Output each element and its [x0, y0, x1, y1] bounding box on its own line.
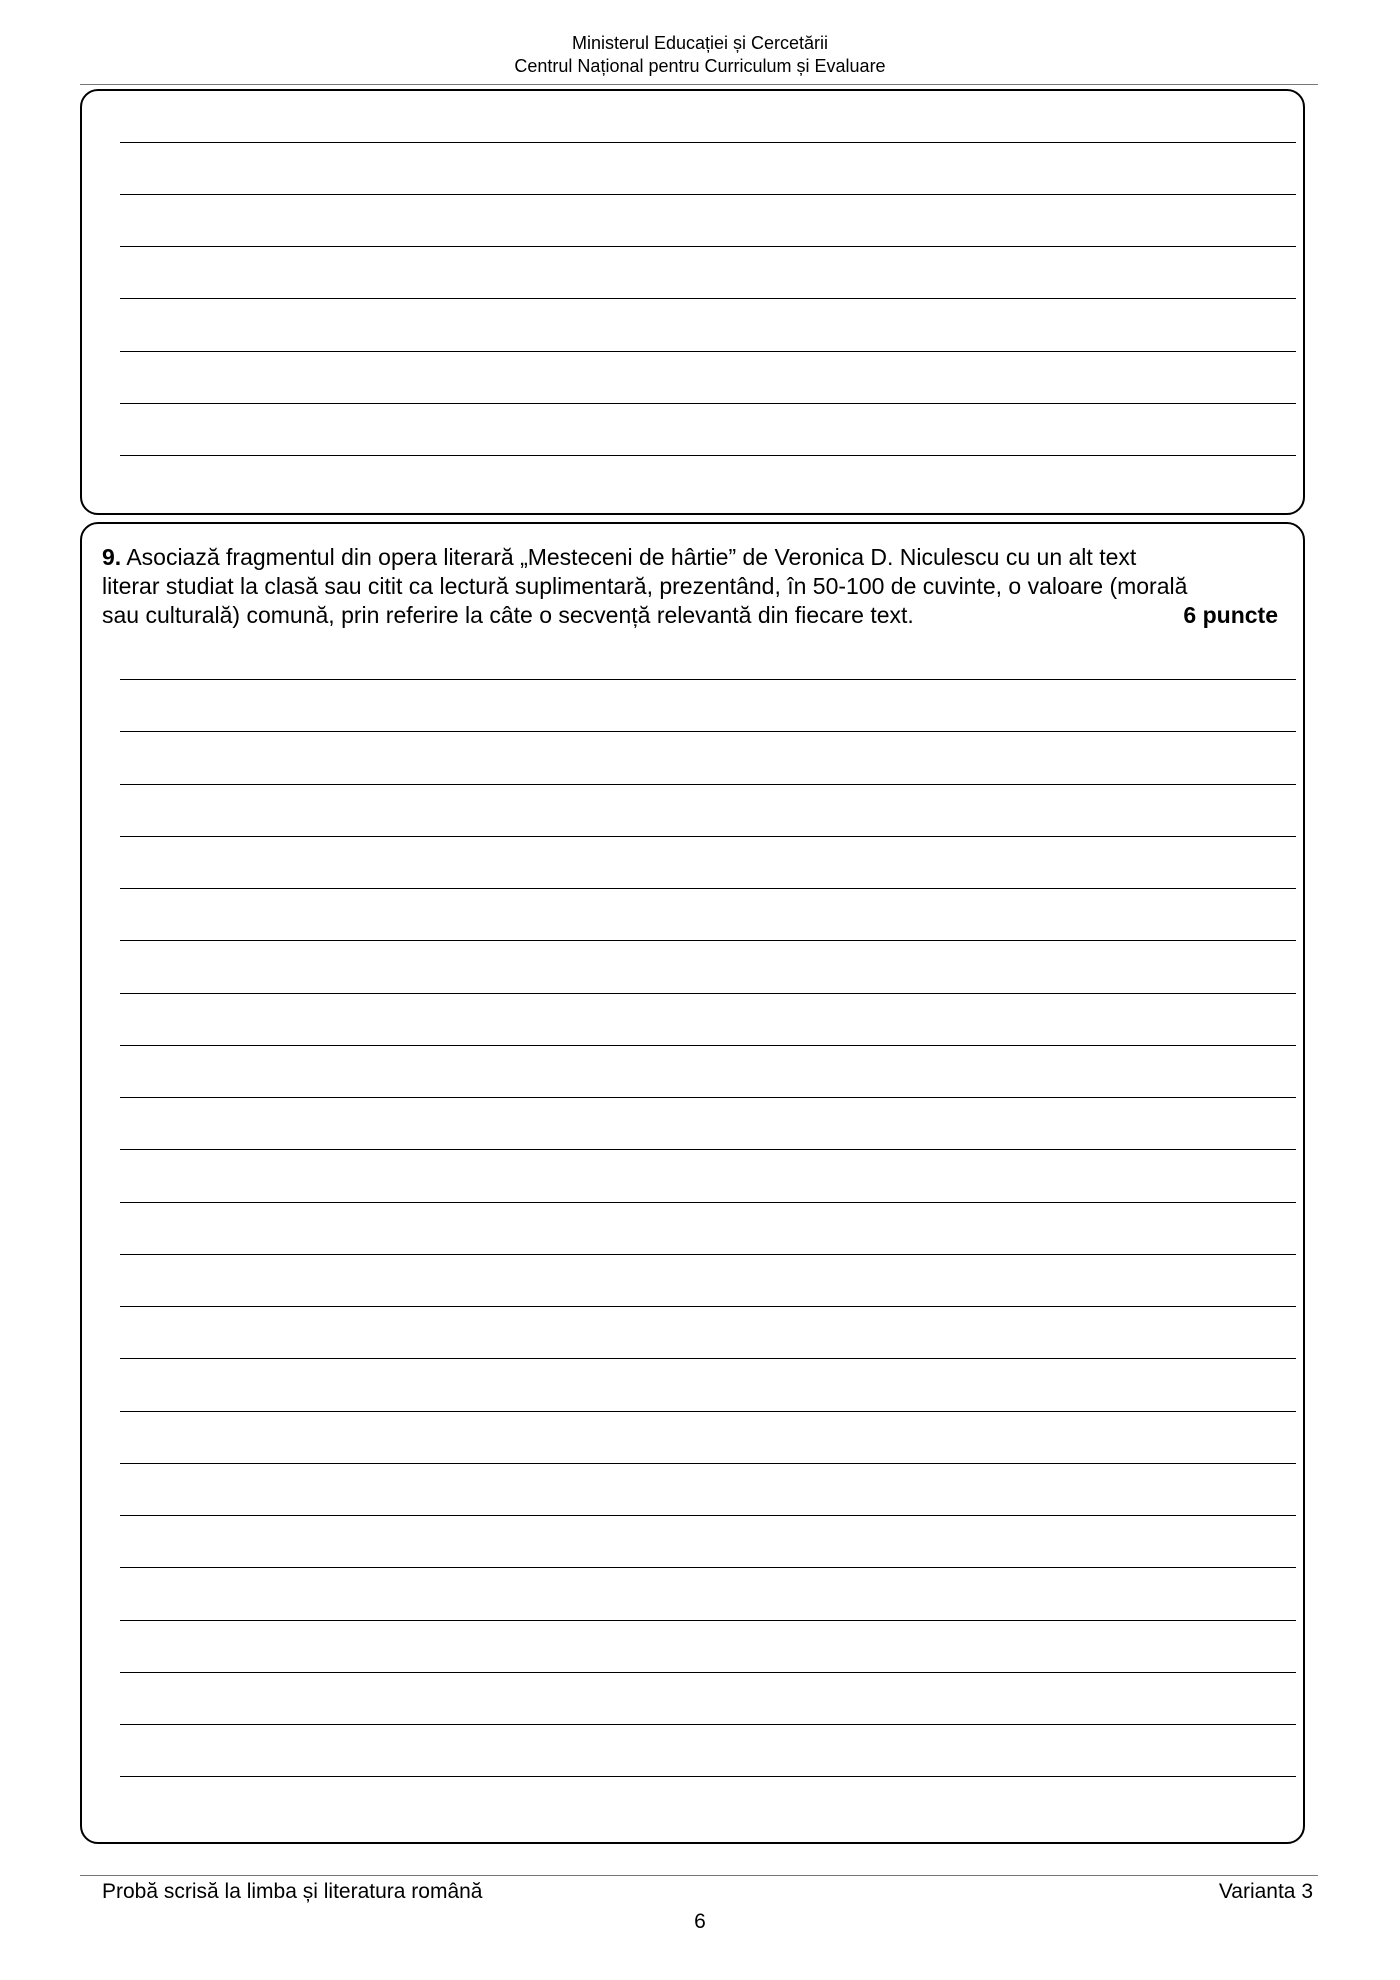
footer-divider [80, 1875, 1318, 1876]
question-9-prompt [102, 543, 1278, 630]
writing-line[interactable] [120, 1045, 1296, 1046]
question-text-line: Asociază fragmentul din opera literară „Mesteceni de hârtie” de Veronica D. Niculescu cu un alt text [126, 544, 1137, 570]
question-points: 6 puncte [1183, 602, 1278, 628]
question-9-box [80, 522, 1305, 1844]
exam-variant: Varianta 3 [1218, 1880, 1313, 1903]
writing-line[interactable] [120, 298, 1296, 299]
writing-line[interactable] [120, 1515, 1296, 1516]
writing-line[interactable] [120, 1411, 1296, 1412]
writing-line[interactable] [120, 993, 1296, 994]
question-text-line: sau culturală) comună, prin referire la câte o secvență relevantă din fiecare text. [102, 602, 914, 628]
header-divider [80, 84, 1318, 85]
writing-line[interactable] [120, 1567, 1296, 1568]
writing-line[interactable] [120, 1149, 1296, 1150]
center-name: Centrul Național pentru Curriculum și Evaluare [514, 56, 886, 76]
writing-line[interactable] [120, 1254, 1296, 1255]
writing-line[interactable] [120, 1306, 1296, 1307]
writing-line[interactable] [120, 1358, 1296, 1359]
page-header [0, 32, 1400, 78]
writing-line[interactable] [120, 403, 1296, 404]
writing-line[interactable] [120, 194, 1296, 195]
page-number: 6 [694, 1910, 706, 1933]
writing-line[interactable] [120, 142, 1296, 143]
writing-line[interactable] [120, 455, 1296, 456]
writing-line[interactable] [120, 940, 1296, 941]
writing-line[interactable] [120, 888, 1296, 889]
writing-line[interactable] [120, 679, 1296, 680]
writing-line[interactable] [120, 1202, 1296, 1203]
writing-line[interactable] [120, 1776, 1296, 1777]
writing-line[interactable] [120, 246, 1296, 247]
answer-box-continued [80, 89, 1305, 515]
writing-line[interactable] [120, 731, 1296, 732]
question-number: 9. [102, 544, 122, 570]
writing-line[interactable] [120, 1097, 1296, 1098]
writing-line[interactable] [120, 1620, 1296, 1621]
exam-title: Probă scrisă la limba și literatura română [102, 1880, 483, 1903]
question-text-line: literar studiat la clasă sau citit ca lectură suplimentară, prezentând, în 50-100 de cuvinte, o valoare (morală [102, 573, 1188, 599]
writing-line[interactable] [120, 351, 1296, 352]
writing-line[interactable] [120, 1672, 1296, 1673]
ministry-name: Ministerul Educației și Cercetării [571, 33, 829, 53]
writing-line[interactable] [120, 836, 1296, 837]
writing-line[interactable] [120, 784, 1296, 785]
writing-line[interactable] [120, 1724, 1296, 1725]
writing-line[interactable] [120, 1463, 1296, 1464]
